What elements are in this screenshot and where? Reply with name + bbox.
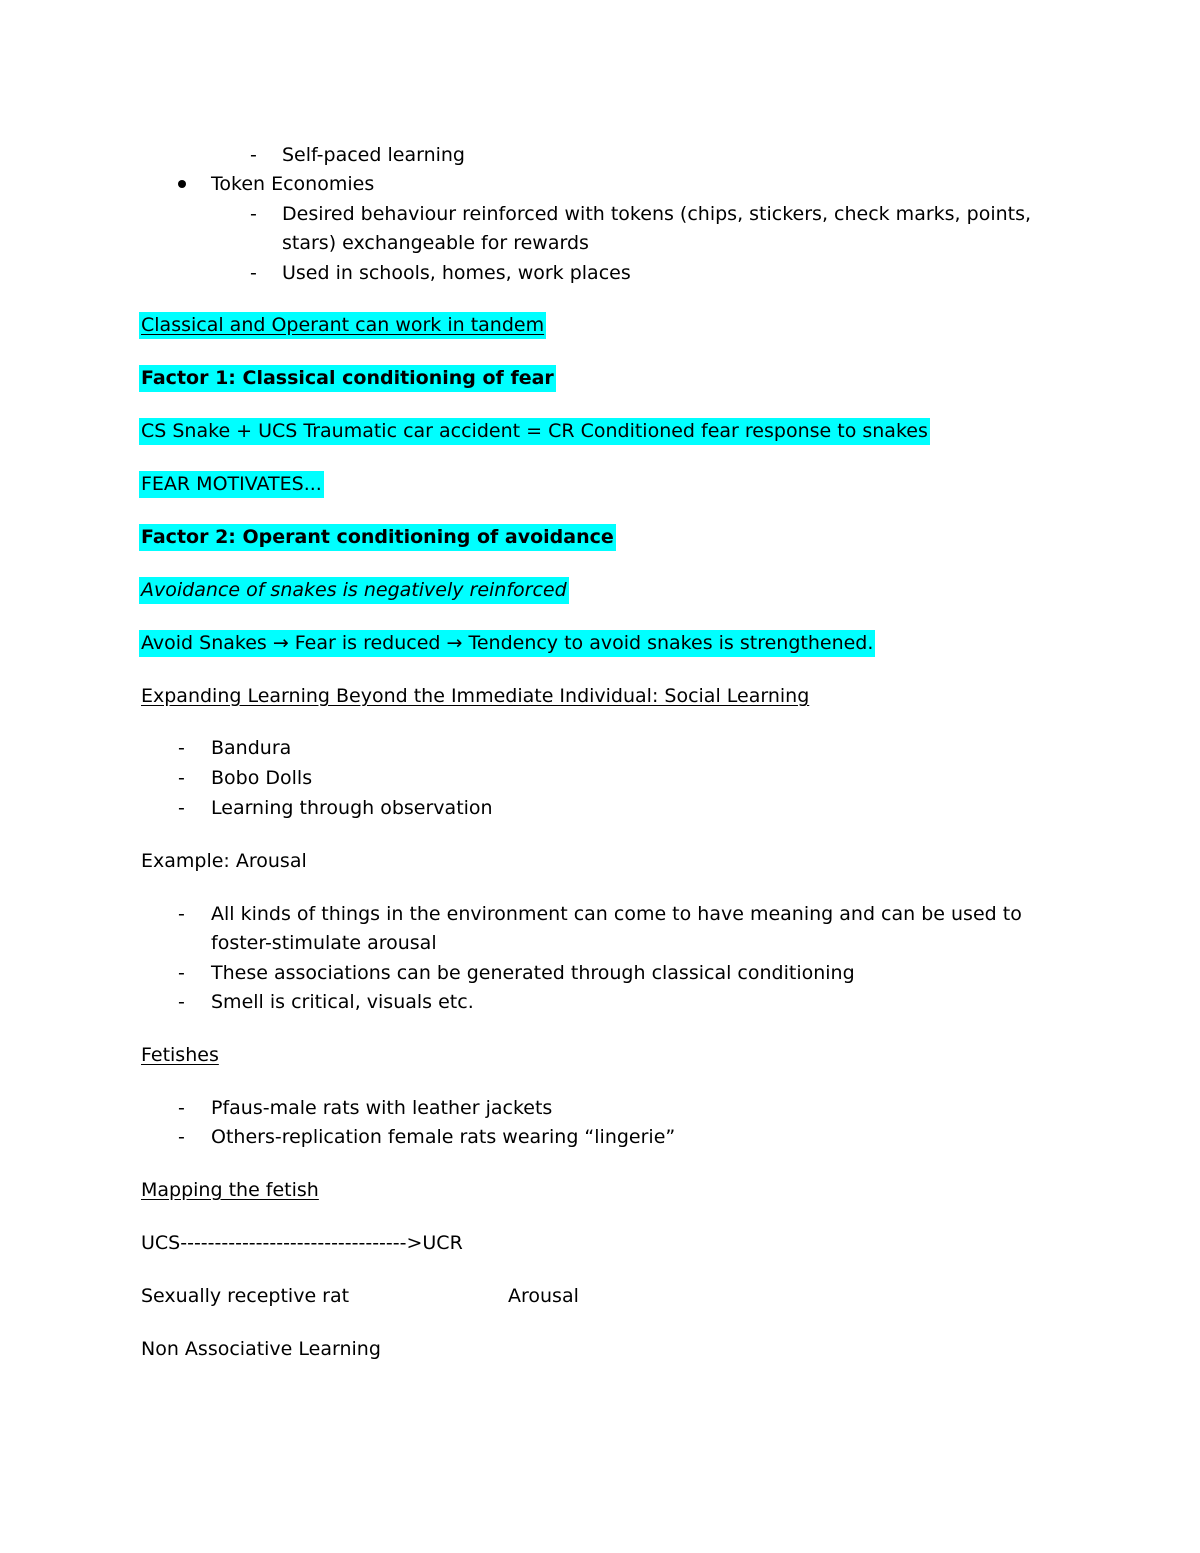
dash-marker: - bbox=[178, 767, 185, 789]
bullet-icon bbox=[178, 180, 186, 188]
social-item: Learning through observation bbox=[211, 797, 493, 819]
mapping-right-label: Arousal bbox=[508, 1285, 579, 1307]
factor1-text: Factor 1: Classical conditioning of fear bbox=[139, 365, 556, 392]
arousal-item2: These associations can be generated through classical conditioning bbox=[211, 962, 855, 984]
mapping-left-label: Sexually receptive rat bbox=[141, 1285, 350, 1307]
arousal-item1-line1: All kinds of things in the environment can come to have meaning and can be used to bbox=[211, 903, 1022, 925]
used-in-item: Used in schools, homes, work places bbox=[282, 262, 631, 284]
ucs-ucr-line: UCS--------------------------------->UCR bbox=[141, 1232, 463, 1254]
dash-marker: - bbox=[178, 797, 185, 819]
fetish-item: Pfaus-male rats with leather jackets bbox=[211, 1097, 553, 1119]
non-associative-heading: Non Associative Learning bbox=[141, 1338, 381, 1360]
dash-marker: - bbox=[250, 262, 257, 284]
self-paced-item: Self-paced learning bbox=[282, 144, 465, 166]
tandem-heading-text: Classical and Operant can work in tandem bbox=[139, 312, 546, 339]
dash-marker: - bbox=[178, 737, 185, 759]
fetishes-heading: Fetishes bbox=[141, 1044, 219, 1066]
dash-marker: - bbox=[178, 962, 185, 984]
desired-behaviour-line1: Desired behaviour reinforced with tokens (chips, stickers, check marks, points, bbox=[282, 203, 1032, 225]
avoidance-line bbox=[141, 578, 569, 602]
cs-line bbox=[141, 419, 930, 443]
arousal-heading: Example: Arousal bbox=[141, 850, 307, 872]
factor2-text: Factor 2: Operant conditioning of avoidance bbox=[139, 524, 616, 551]
fear-motivates-line bbox=[141, 472, 324, 496]
dash-marker: - bbox=[250, 144, 257, 166]
avoid-chain-text: Avoid Snakes → Fear is reduced → Tendency to avoid snakes is strengthened. bbox=[139, 630, 875, 657]
dash-marker: - bbox=[178, 903, 185, 925]
arousal-item3: Smell is critical, visuals etc. bbox=[211, 991, 474, 1013]
fetish-item: Others-replication female rats wearing “lingerie” bbox=[211, 1126, 676, 1148]
avoidance-text: Avoidance of snakes is negatively reinforced bbox=[139, 577, 569, 604]
cs-text: CS Snake + UCS Traumatic car accident = CR Conditioned fear response to snakes bbox=[139, 418, 930, 445]
dash-marker: - bbox=[250, 203, 257, 225]
avoid-chain-line bbox=[141, 631, 875, 655]
arousal-item1-line2: foster-stimulate arousal bbox=[211, 932, 437, 954]
social-item: Bandura bbox=[211, 737, 292, 759]
social-item: Bobo Dolls bbox=[211, 767, 313, 789]
factor1-line bbox=[141, 366, 556, 390]
dash-marker: - bbox=[178, 1126, 185, 1148]
dash-marker: - bbox=[178, 991, 185, 1013]
mapping-heading: Mapping the fetish bbox=[141, 1179, 319, 1201]
tandem-heading bbox=[141, 313, 546, 337]
desired-behaviour-line2: stars) exchangeable for rewards bbox=[282, 232, 589, 254]
fear-motivates-text: FEAR MOTIVATES... bbox=[139, 471, 324, 498]
dash-marker: - bbox=[178, 1097, 185, 1119]
factor2-line bbox=[141, 525, 616, 549]
social-learning-heading: Expanding Learning Beyond the Immediate Individual: Social Learning bbox=[141, 685, 810, 707]
token-economies-item: Token Economies bbox=[211, 173, 375, 195]
